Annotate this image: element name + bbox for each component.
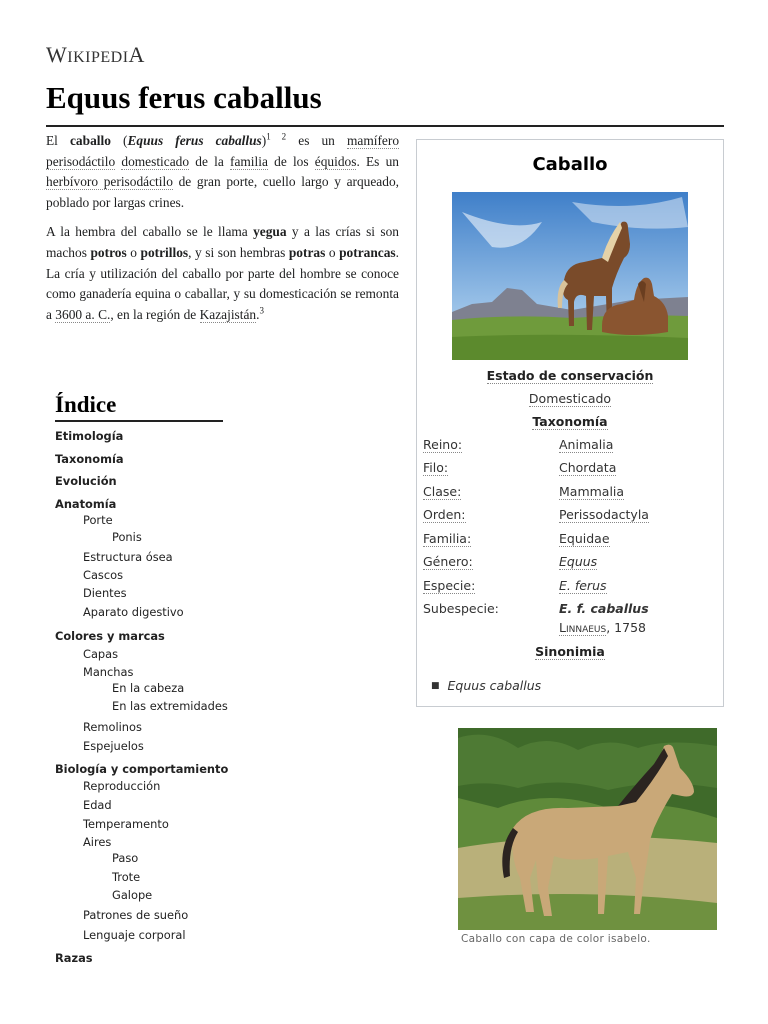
toc-item[interactable]: Razas xyxy=(55,951,93,965)
toc-item[interactable]: Taxonomía xyxy=(55,452,124,466)
toc-item[interactable]: Lenguaje corporal xyxy=(83,928,186,942)
toc-item[interactable]: Temperamento xyxy=(83,817,169,831)
toc-item[interactable]: Remolinos xyxy=(83,720,142,734)
link-familia[interactable]: familia xyxy=(229,153,268,169)
toc-item[interactable]: Evolución xyxy=(55,474,117,488)
toc-item[interactable]: Trote xyxy=(112,870,141,884)
reference-link[interactable]: 3 xyxy=(259,305,264,316)
taxonomy-rank-link[interactable]: Orden: xyxy=(423,507,466,522)
toc-title: Índice xyxy=(55,392,223,422)
taxonomy-value-link[interactable]: E. ferus xyxy=(559,578,607,593)
taxonomy-value-link[interactable]: Equus xyxy=(559,554,598,569)
toc-item[interactable]: Cascos xyxy=(83,568,124,582)
taxonomy-value-link[interactable]: Equidae xyxy=(559,531,610,546)
link-kazajistan[interactable]: Kazajistán xyxy=(199,306,257,322)
synonym-item: ■ Equus caballus xyxy=(431,678,542,693)
toc-item[interactable]: Ponis xyxy=(112,530,142,544)
infobox-horse-photo[interactable] xyxy=(452,192,688,360)
link-equidos[interactable]: équidos xyxy=(314,153,357,169)
toc-item[interactable]: En las extremidades xyxy=(112,699,228,713)
toc-item[interactable]: Colores y marcas xyxy=(55,629,165,643)
link-3600[interactable]: 3600 a. C. xyxy=(55,306,111,322)
lead-paragraph-1: El caballo (Equus ferus caballus)$^{1 2}$ es un mamífero perisodáctilo domesticado de la familia de los équidos. Es un herbívoro perisodáctilo de gran porte, cuello largo y arqueado, poblado por largas crines. xyxy=(46,131,400,210)
taxonomy-value-link[interactable]: Perissodactyla xyxy=(559,507,649,522)
taxonomy-link[interactable]: Taxonomía xyxy=(532,414,608,429)
toc-item[interactable]: Dientes xyxy=(83,586,127,600)
synonymy-link[interactable]: Sinonimia xyxy=(535,644,605,659)
taxonomy-rank-link: Subespecie: xyxy=(423,601,499,616)
infobox xyxy=(416,139,724,707)
reference-link[interactable]: 1 2 xyxy=(266,131,287,142)
toc-item[interactable]: Manchas xyxy=(83,665,134,679)
toc-item[interactable]: Aparato digestivo xyxy=(83,605,184,619)
taxonomy-rank-link[interactable]: Clase: xyxy=(423,484,462,499)
toc-item[interactable]: Paso xyxy=(112,851,139,865)
taxonomy-rank-link[interactable]: Familia: xyxy=(423,531,472,546)
authority-link[interactable]: Linnaeus xyxy=(559,620,607,635)
taxonomy-value-link[interactable]: Mammalia xyxy=(559,484,625,499)
toc-item[interactable]: Edad xyxy=(83,798,112,812)
figure-caption: Caballo con capa de color isabelo. xyxy=(461,933,651,945)
taxonomy-rank-link[interactable]: Género: xyxy=(423,554,473,569)
toc-item[interactable]: Etimología xyxy=(55,429,124,443)
toc-item[interactable]: Capas xyxy=(83,647,119,661)
toc-item[interactable]: Estructura ósea xyxy=(83,550,173,564)
conservation-value-link[interactable]: Domesticado xyxy=(528,391,612,406)
toc-item[interactable]: Aires xyxy=(83,835,112,849)
link-domesticado[interactable]: domesticado xyxy=(121,153,190,169)
taxonomy-rank-link[interactable]: Especie: xyxy=(423,578,476,593)
toc-item[interactable]: Galope xyxy=(112,888,153,902)
link-herbivoro[interactable]: herbívoro perisodáctilo xyxy=(46,174,173,190)
lead-section xyxy=(46,131,399,334)
toc-item[interactable]: Biología y comportamiento xyxy=(55,762,229,776)
toc-item[interactable]: Espejuelos xyxy=(83,739,144,753)
toc-item[interactable]: Reproducción xyxy=(83,779,161,793)
conservation-status-link[interactable]: Estado de conservación xyxy=(486,368,654,383)
link-mamifero[interactable]: mamífero perisodáctilo xyxy=(46,133,400,169)
toc-item[interactable]: En la cabeza xyxy=(112,681,185,695)
authority-year: , 1758 xyxy=(606,620,646,635)
lead-paragraph-2: A la hembra del caballo se le llama yegua y a las crías si son machos potros o potrillos, y si son hembras potras o potrancas. La cría y utilización del caballo por parte del hombre se conoce como ganadería equina o caballar, y su domesticación se remonta a 3600 a. C., en la región de Kazajistán.$^3$ xyxy=(46,224,400,322)
horse-isabelo-photo[interactable] xyxy=(458,728,717,930)
page-title: Equus ferus caballus xyxy=(46,80,322,115)
infobox-title: Caballo xyxy=(532,154,608,175)
taxonomy-value-link[interactable]: Chordata xyxy=(559,460,617,475)
taxonomy-value-link[interactable]: Animalia xyxy=(559,437,614,452)
title-divider xyxy=(46,125,724,127)
table-of-contents xyxy=(55,392,355,965)
taxonomy-value-link: E. f. caballus xyxy=(559,601,649,616)
taxonomy-rank-link[interactable]: Reino: xyxy=(423,437,463,452)
wikipedia-wordmark[interactable]: WIKIPEDIA xyxy=(46,42,145,67)
bullet-icon: ■ xyxy=(431,681,440,691)
toc-item[interactable]: Patrones de sueño xyxy=(83,908,189,922)
toc-item[interactable]: Anatomía xyxy=(55,497,117,511)
toc-item[interactable]: Porte xyxy=(83,513,113,527)
taxonomy-rank-link[interactable]: Filo: xyxy=(423,460,449,475)
